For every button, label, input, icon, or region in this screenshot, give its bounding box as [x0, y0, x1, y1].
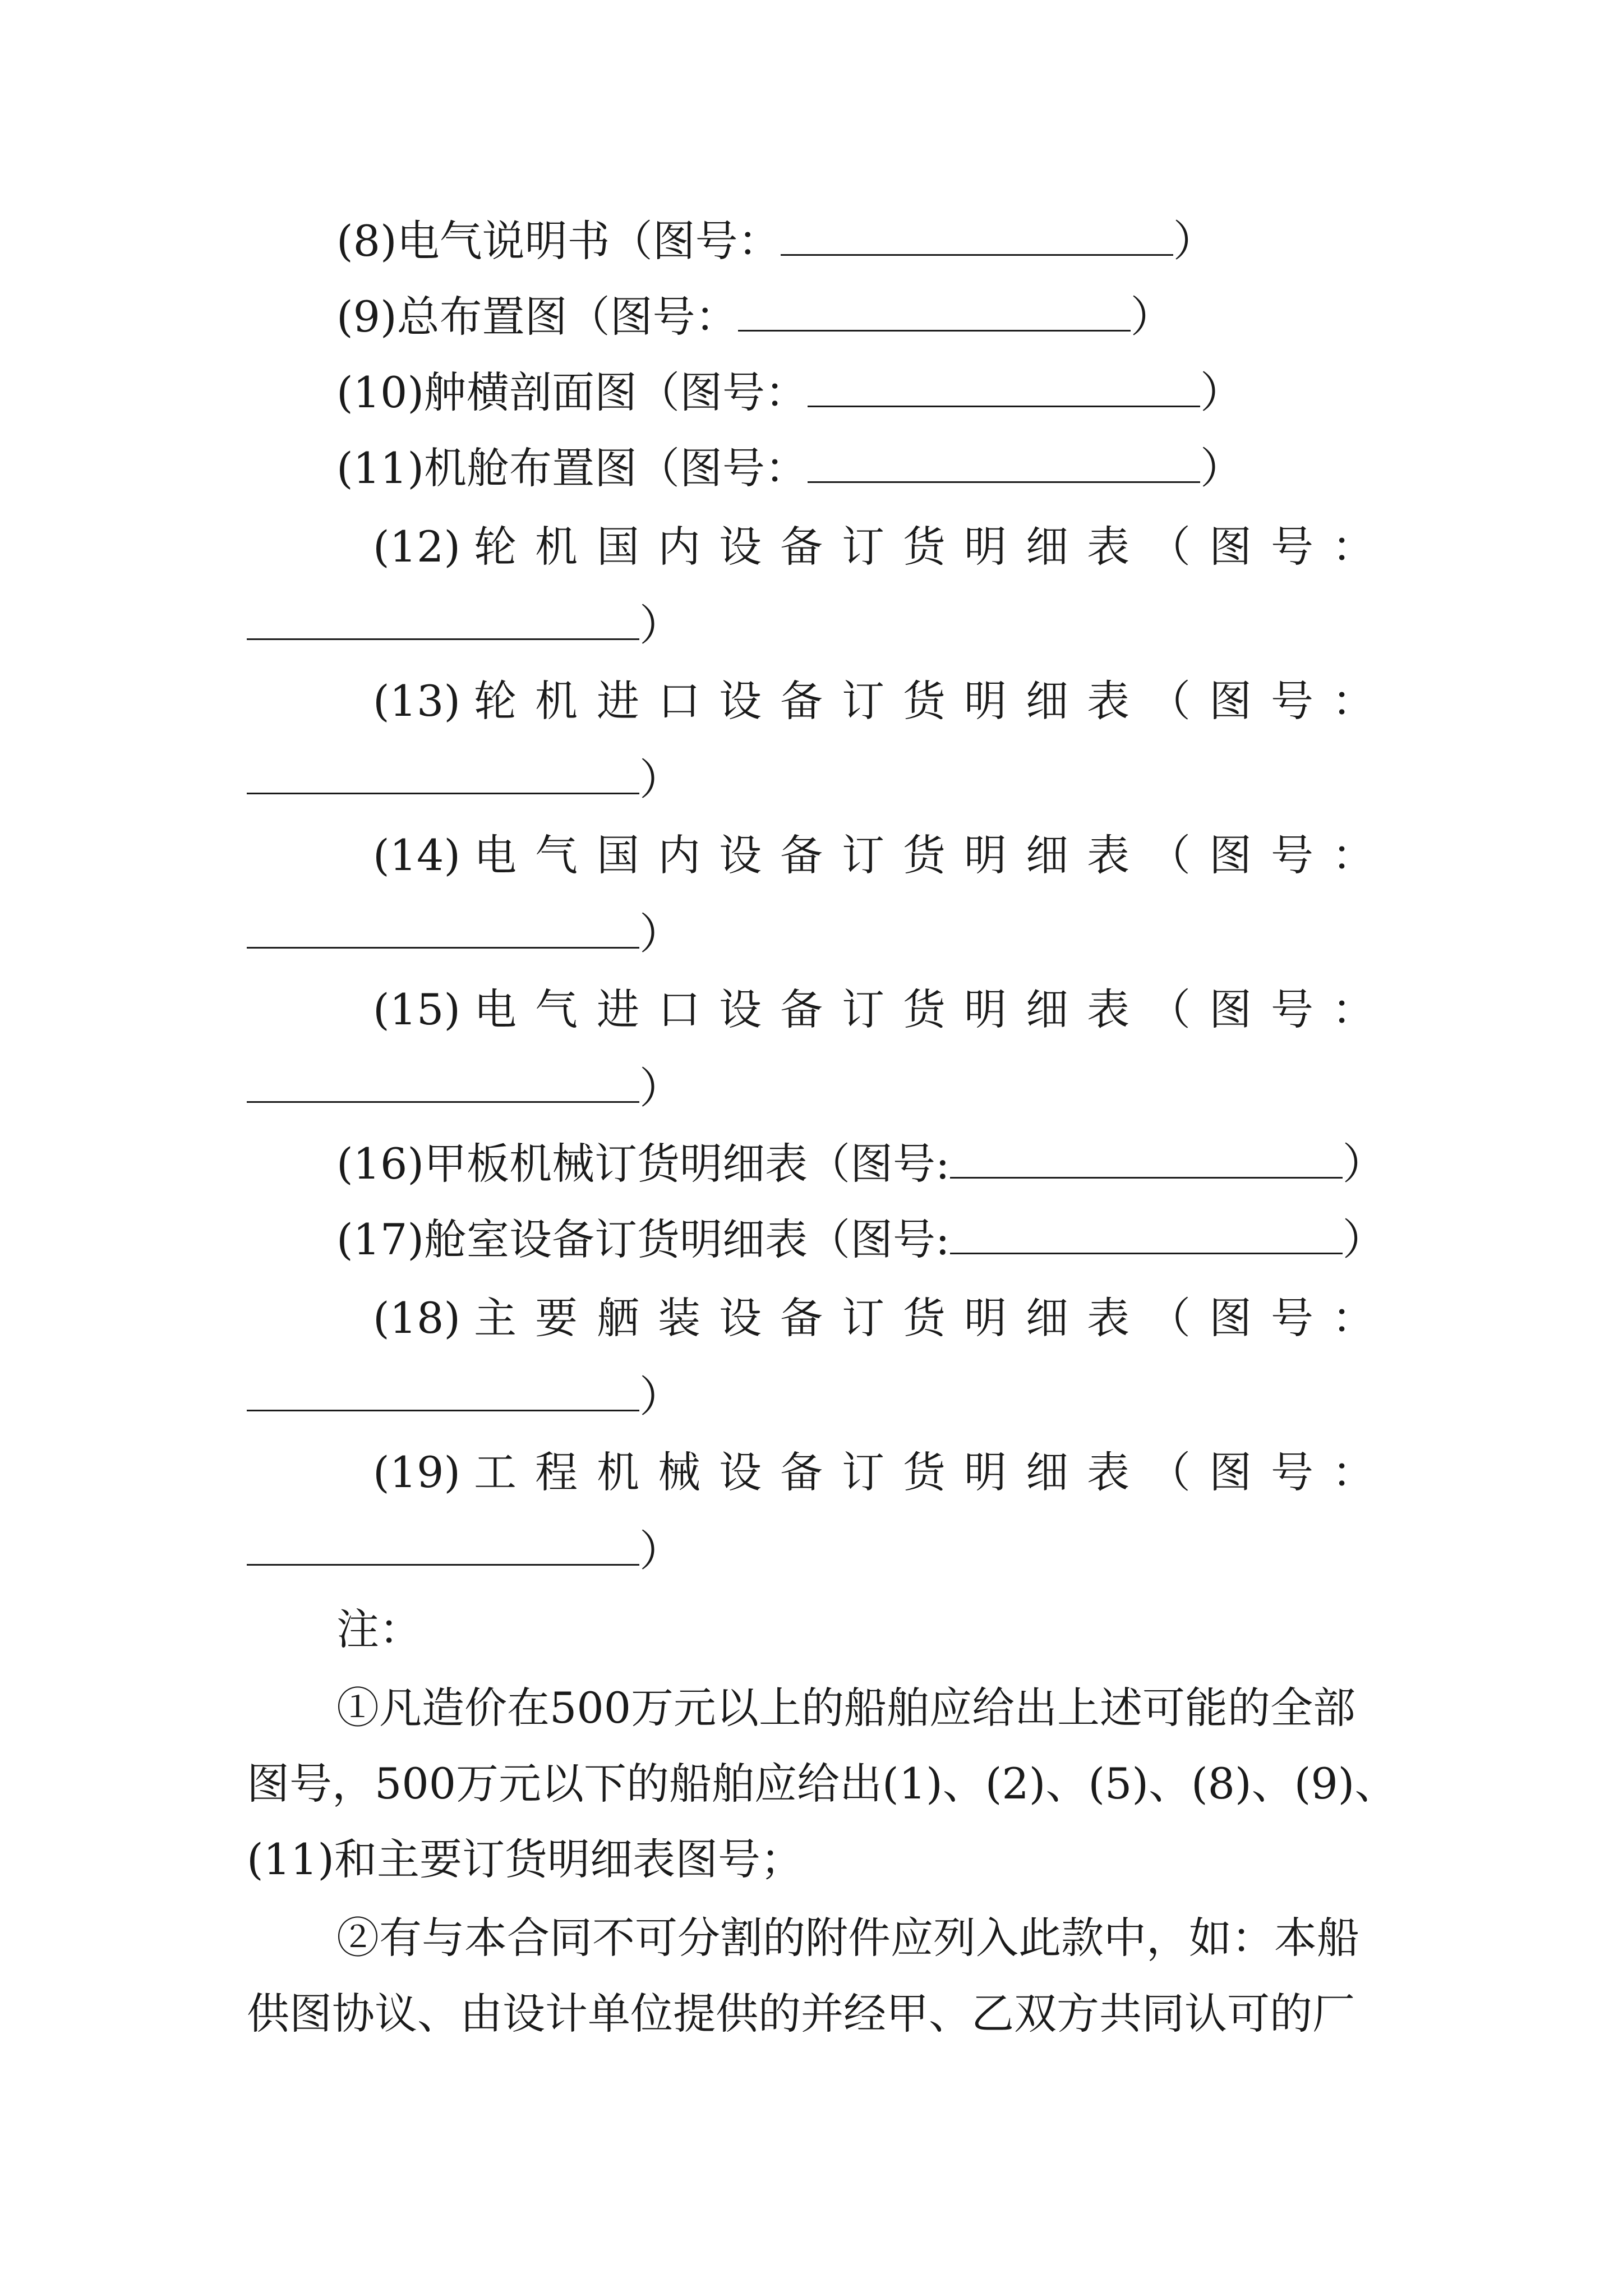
i14-char: ：: [1332, 830, 1375, 880]
i19-char: 备: [780, 1447, 823, 1497]
i12-char: 国: [597, 522, 639, 572]
item-12-close: ）: [639, 600, 682, 650]
i12-char: 表: [1087, 522, 1129, 572]
i13-number: (13): [373, 676, 461, 726]
item-8-label: (8)电气说明书（图号：: [336, 216, 781, 266]
i18-char: 图: [1209, 1293, 1252, 1343]
i14-char: 号: [1271, 830, 1313, 880]
i12-char: （: [1148, 522, 1191, 572]
note-p1-line2: 图号，500万元以下的船舶应给出(1)、(2)、(5)、(8)、(9)、: [247, 1759, 1398, 1809]
i15-char: （: [1148, 984, 1191, 1034]
i14-char: 内: [658, 830, 700, 880]
i12-char: ：: [1332, 522, 1375, 572]
item-9-blank[interactable]: [738, 291, 1131, 332]
item-16-label: (16)甲板机械订货明细表（图号:: [336, 1139, 950, 1189]
i18-char: 装: [658, 1293, 700, 1343]
i18-char: 货: [903, 1293, 946, 1343]
i19-char: 程: [535, 1447, 578, 1497]
i15-char: 设: [719, 984, 762, 1034]
item-11-label: (11)机舱布置图（图号：: [336, 443, 808, 493]
item-12-blank[interactable]: [247, 599, 639, 640]
i19-char: 订: [842, 1447, 884, 1497]
item-18-close: ）: [639, 1372, 682, 1421]
i18-char: 设: [719, 1293, 762, 1343]
i19-char: 设: [719, 1447, 762, 1497]
i14-char: 气: [535, 830, 578, 880]
i12-char: 号: [1271, 522, 1313, 572]
i12-char: 货: [903, 522, 946, 572]
i19-char: 表: [1087, 1447, 1129, 1497]
i13-char: 设: [719, 676, 762, 726]
i13-char: 轮: [474, 676, 517, 726]
item-13-blank[interactable]: [247, 753, 639, 794]
item-14-blank[interactable]: [247, 908, 639, 949]
i18-char: 订: [842, 1293, 884, 1343]
i13-char: ：: [1332, 676, 1375, 726]
i14-char: 细: [1026, 830, 1068, 880]
i15-char: 号: [1271, 984, 1313, 1034]
i13-char: 订: [842, 676, 884, 726]
item-9: [336, 289, 1173, 345]
item-15-blank[interactable]: [247, 1062, 639, 1103]
i14-char: 设: [719, 830, 762, 880]
i13-char: 口: [658, 676, 700, 726]
item-10: [336, 365, 1243, 421]
item-16-blank[interactable]: [950, 1138, 1343, 1179]
i13-char: 号: [1271, 676, 1313, 726]
i18-char: 细: [1026, 1293, 1068, 1343]
item-14: [0, 827, 1623, 884]
i14-char: 备: [780, 830, 823, 880]
item-10-label: (10)舯横剖面图（图号：: [336, 367, 808, 417]
item-15-cont: [247, 1060, 682, 1116]
note-p2-line2: 供图协议、由设计单位提供的并经甲、乙双方共同认可的厂: [247, 1989, 1355, 2039]
i14-char: 订: [842, 830, 884, 880]
i13-char: 备: [780, 676, 823, 726]
i13-char: 图: [1209, 676, 1252, 726]
i18-char: 主: [474, 1293, 517, 1343]
i19-char: 明: [964, 1447, 1007, 1497]
item-19-close: ）: [639, 1526, 682, 1576]
i18-char: 舾: [597, 1293, 639, 1343]
item-10-blank[interactable]: [808, 366, 1200, 407]
i19-number: (19): [373, 1447, 461, 1497]
item-17-label: (17)舱室设备订货明细表（图号:: [336, 1214, 950, 1264]
item-9-label: (9)总布置图（图号：: [336, 292, 738, 342]
i13-char: 机: [535, 676, 578, 726]
i18-char: 明: [964, 1293, 1007, 1343]
item-14-close: ）: [639, 909, 682, 959]
item-11: [336, 440, 1243, 496]
i19-char: 货: [903, 1447, 946, 1497]
i15-char: 明: [964, 984, 1007, 1034]
item-16-close: ）: [1342, 1139, 1385, 1189]
i18-char: （: [1148, 1293, 1191, 1343]
item-13: [0, 673, 1623, 729]
i19-char: 细: [1026, 1447, 1068, 1497]
item-18-cont: [247, 1369, 682, 1425]
i12-char: 备: [780, 522, 823, 572]
item-15: [0, 982, 1623, 1038]
i15-char: 进: [597, 984, 639, 1034]
i12-char: 内: [658, 522, 700, 572]
i18-number: (18): [373, 1293, 461, 1343]
item-13-close: ）: [639, 754, 682, 804]
i15-char: 订: [842, 984, 884, 1034]
i15-char: 货: [903, 984, 946, 1034]
item-15-close: ）: [639, 1063, 682, 1113]
item-9-close: ）: [1130, 292, 1173, 342]
i12-char: 细: [1026, 522, 1068, 572]
i14-char: 图: [1209, 830, 1252, 880]
item-19: [0, 1444, 1623, 1501]
i13-char: 表: [1087, 676, 1129, 726]
i12-char: 图: [1209, 522, 1252, 572]
item-19-blank[interactable]: [247, 1525, 639, 1566]
i15-char: 备: [780, 984, 823, 1034]
item-18-blank[interactable]: [247, 1370, 639, 1411]
i15-number: (15): [373, 984, 461, 1034]
i12-number: (12): [373, 522, 461, 572]
i15-char: 电: [474, 984, 517, 1034]
i19-char: 械: [658, 1447, 700, 1497]
i14-char: （: [1148, 830, 1191, 880]
i14-char: 表: [1087, 830, 1129, 880]
i14-char: 电: [474, 830, 517, 880]
i13-char: 细: [1026, 676, 1068, 726]
i12-char: 明: [964, 522, 1007, 572]
i19-char: （: [1148, 1447, 1191, 1497]
item-11-close: ）: [1200, 443, 1243, 493]
i12-char: 轮: [474, 522, 517, 572]
i19-char: ：: [1332, 1447, 1375, 1497]
i15-char: 表: [1087, 984, 1129, 1034]
i19-char: 工: [474, 1447, 517, 1497]
item-11-blank[interactable]: [808, 442, 1200, 483]
i13-char: （: [1148, 676, 1191, 726]
i15-char: 图: [1209, 984, 1252, 1034]
item-18: [0, 1290, 1623, 1346]
i18-char: 号: [1271, 1293, 1313, 1343]
i13-char: 货: [903, 676, 946, 726]
i12-char: 机: [535, 522, 578, 572]
i19-char: 号: [1271, 1447, 1313, 1497]
i19-char: 机: [597, 1447, 639, 1497]
i15-char: 口: [658, 984, 700, 1034]
item-17-blank[interactable]: [950, 1213, 1343, 1254]
i13-char: 进: [597, 676, 639, 726]
item-8-blank[interactable]: [781, 215, 1173, 256]
item-17: [336, 1212, 1385, 1268]
i19-char: 图: [1209, 1447, 1252, 1497]
i14-char: 明: [964, 830, 1007, 880]
item-8: [336, 213, 1216, 269]
i18-char: 表: [1087, 1293, 1129, 1343]
i18-char: 要: [535, 1293, 578, 1343]
item-19-cont: [247, 1523, 682, 1579]
item-17-close: ）: [1342, 1214, 1385, 1264]
i15-char: ：: [1332, 984, 1375, 1034]
item-10-close: ）: [1200, 367, 1243, 417]
i13-char: 明: [964, 676, 1007, 726]
note-p2-line1: ②有与本合同不可分割的附件应列入此款中，如：本船: [336, 1913, 1359, 1963]
i18-char: 备: [780, 1293, 823, 1343]
note-p1-line3: (11)和主要订货明细表图号；: [247, 1834, 804, 1884]
item-16: [336, 1136, 1385, 1192]
item-8-close: ）: [1173, 216, 1216, 266]
item-14-cont: [247, 906, 682, 962]
i12-char: 设: [719, 522, 762, 572]
item-13-cont: [247, 752, 682, 808]
note-label: 注：: [336, 1604, 422, 1654]
note-p1-line1: ①凡造价在500万元以上的船舶应给出上述可能的全部: [336, 1683, 1356, 1733]
item-12-cont: [247, 597, 682, 654]
i14-char: 国: [597, 830, 639, 880]
i15-char: 细: [1026, 984, 1068, 1034]
i18-char: ：: [1332, 1293, 1375, 1343]
item-12: [0, 519, 1623, 575]
i14-number: (14): [373, 830, 461, 880]
i15-char: 气: [535, 984, 578, 1034]
i12-char: 订: [842, 522, 884, 572]
i14-char: 货: [903, 830, 946, 880]
